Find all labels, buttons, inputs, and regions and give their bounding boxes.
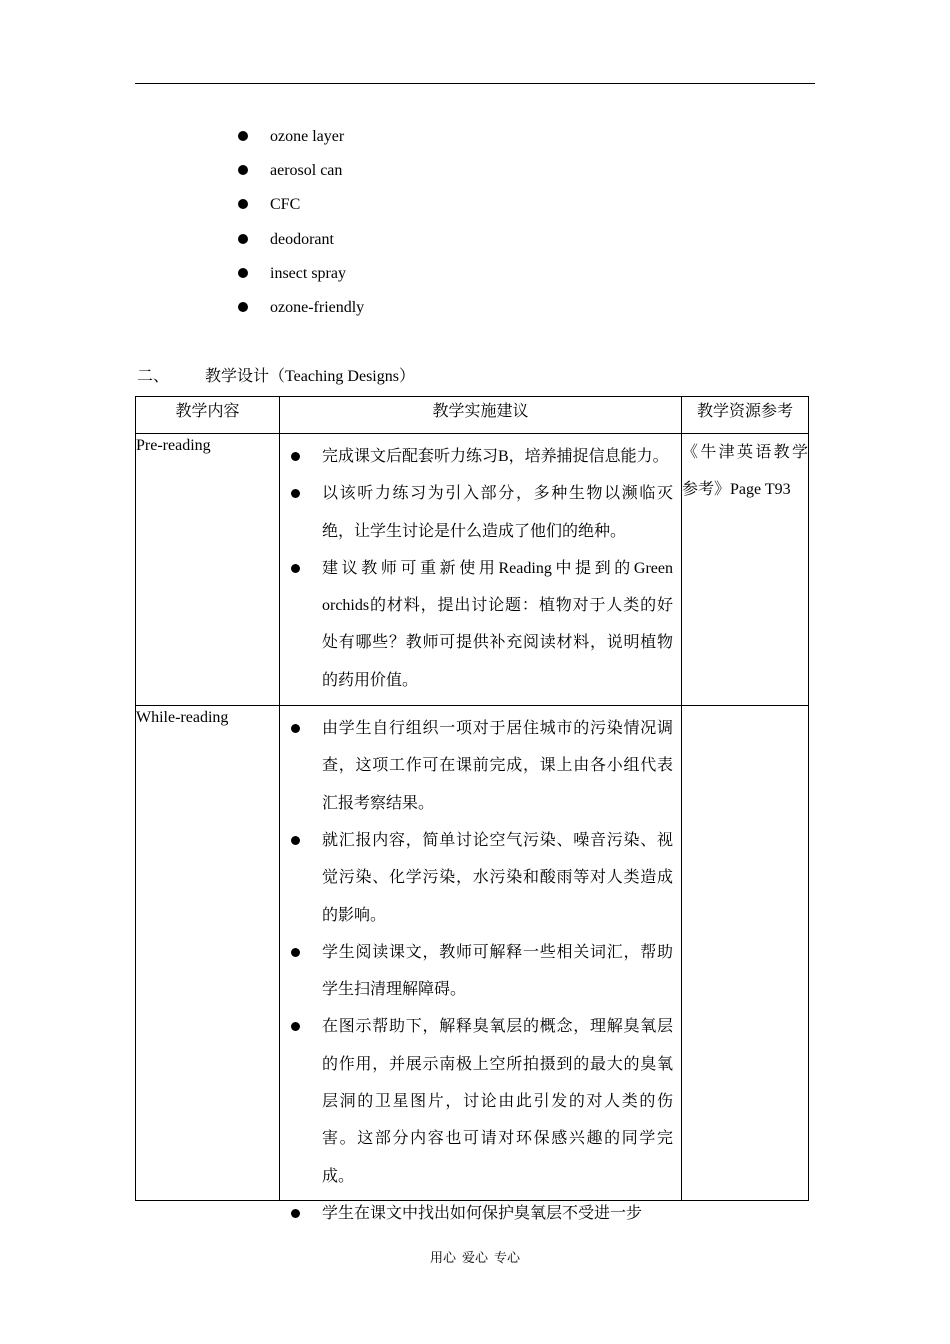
teaching-design-table [135, 396, 809, 1222]
list-item: 以该听力练习为引入部分，多种生物以濒临灭绝，让学生讨论是什么造成了他们的绝种。 [280, 475, 673, 550]
vocabulary-list [236, 126, 364, 331]
bullet-icon [291, 1022, 300, 1031]
table-row [136, 434, 809, 706]
suggestions-cell [280, 434, 682, 706]
bullet-icon [238, 234, 248, 244]
bullet-icon [291, 836, 300, 845]
resource-cell: 《牛津英语教学参考》Page T93 [682, 434, 809, 706]
list-item: insect spray [236, 263, 364, 297]
section-number: 二、 [137, 368, 170, 385]
list-item: ozone layer [236, 126, 364, 160]
list-item: 学生阅读课文，教师可解释一些相关词汇，帮助学生扫清理解障碍。 [280, 934, 673, 1009]
table-header-row [136, 397, 809, 434]
bullet-icon [238, 199, 248, 209]
bullet-icon [291, 489, 300, 498]
list-item: aerosol can [236, 160, 364, 194]
resource-cell [682, 706, 809, 1201]
suggestion-list [280, 434, 681, 705]
list-item: 就汇报内容，简单讨论空气污染、噪音污染、视觉污染、化学污染，水污染和酸雨等对人类造成的影响。 [280, 822, 673, 934]
column-header-resources: 教学资源参考 [682, 397, 809, 434]
bullet-icon [291, 948, 300, 957]
section-heading [137, 366, 415, 388]
page-footer: 用心 爱心 专心 [429, 1250, 521, 1265]
suggestion-list [280, 706, 681, 1238]
list-item: 完成课文后配套听力练习B，培养捕捉信息能力。 [280, 438, 673, 475]
bullet-icon [238, 131, 248, 141]
column-header-suggestions: 教学实施建议 [280, 397, 682, 434]
table-row [136, 706, 809, 1201]
bullet-icon [291, 724, 300, 733]
list-item: ozone-friendly [236, 297, 364, 331]
phase-cell: While-reading [136, 706, 280, 1201]
suggestions-cell [280, 706, 682, 1222]
bullet-icon [291, 1209, 300, 1218]
list-item: 在图示帮助下，解释臭氧层的概念，理解臭氧层的作用，并展示南极上空所拍摄到的最大的臭氧层洞的卫星图片，讨论由此引发的对人类的伤害。这部分内容也可请对环保感兴趣的同学完成。 [280, 1008, 673, 1194]
bullet-icon [291, 452, 300, 461]
section-title: 教学设计（Teaching Designs） [205, 368, 415, 385]
list-item: deodorant [236, 229, 364, 263]
bullet-icon [291, 564, 300, 573]
list-item: 学生在课文中找出如何保护臭氧层不受进一步 [280, 1195, 673, 1232]
bullet-icon [238, 165, 248, 175]
header-rule [135, 83, 815, 84]
column-header-content: 教学内容 [136, 397, 280, 434]
list-item: 建议教师可重新使用Reading中提到的Green orchids的材料，提出讨论题：植物对于人类的好处有哪些？教师可提供补充阅读材料，说明植物的药用价值。 [280, 550, 673, 699]
list-item: CFC [236, 194, 364, 228]
list-item: 由学生自行组织一项对于居住城市的污染情况调查，这项工作可在课前完成，课上由各小组代表汇报考察结果。 [280, 710, 673, 822]
phase-cell: Pre-reading [136, 434, 280, 706]
bullet-icon [238, 268, 248, 278]
bullet-icon [238, 302, 248, 312]
